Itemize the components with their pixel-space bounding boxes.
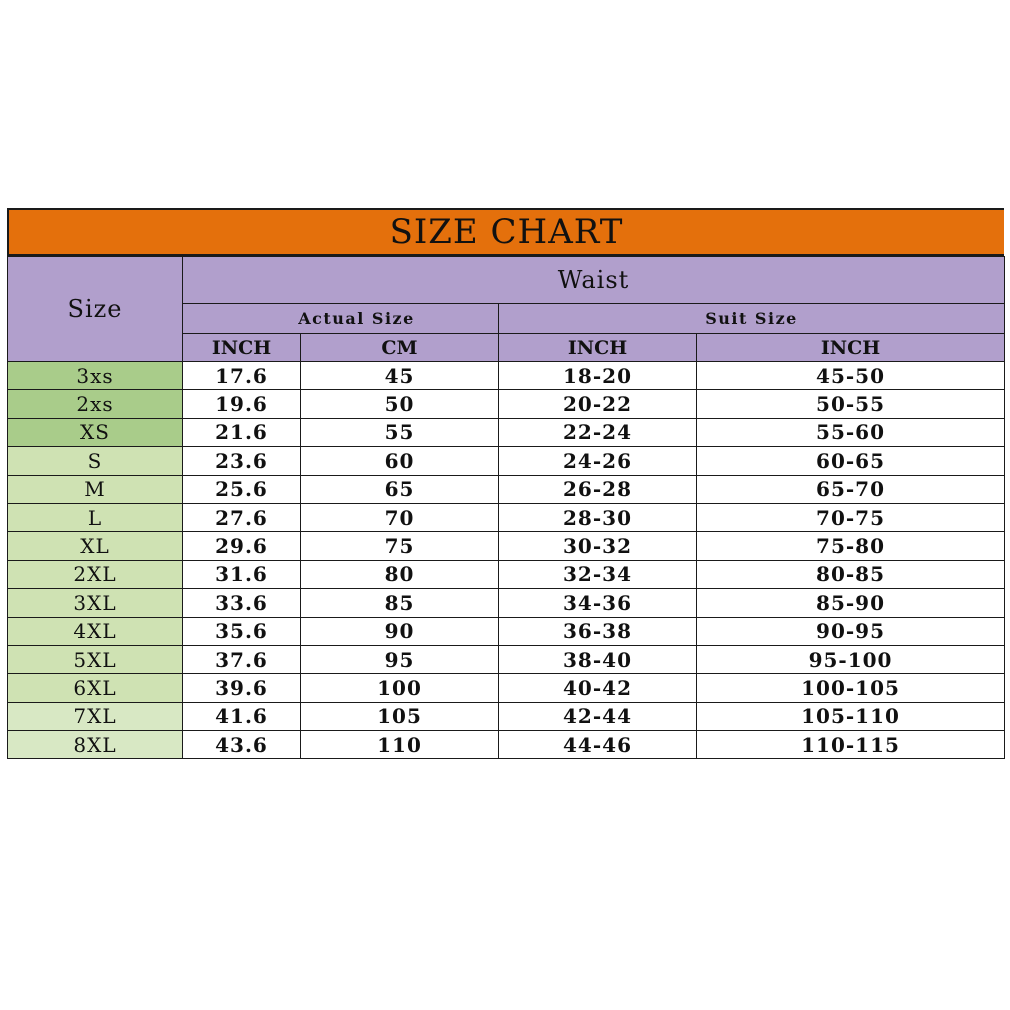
table-row bbox=[8, 447, 1005, 475]
actual-inch-cell: 39.6 bbox=[183, 674, 301, 702]
actual-inch-cell: 35.6 bbox=[183, 617, 301, 645]
size-cell: 4XL bbox=[8, 617, 183, 645]
size-cell: 7XL bbox=[8, 702, 183, 730]
actual-cm-cell: 55 bbox=[301, 418, 499, 446]
table-row bbox=[8, 503, 1005, 531]
size-cell: M bbox=[8, 475, 183, 503]
suit-inch-2-cell: 45-50 bbox=[697, 362, 1005, 390]
table-row bbox=[8, 390, 1005, 418]
table-row bbox=[8, 362, 1005, 390]
actual-cm-cell: 80 bbox=[301, 560, 499, 588]
suit-inch-2-cell: 85-90 bbox=[697, 589, 1005, 617]
actual-inch-cell: 31.6 bbox=[183, 560, 301, 588]
suit-inch-2-cell: 80-85 bbox=[697, 560, 1005, 588]
actual-cm-cell: 110 bbox=[301, 731, 499, 759]
actual-inch-cell: 17.6 bbox=[183, 362, 301, 390]
table-row bbox=[8, 617, 1005, 645]
unit-header-actual-inch: INCH bbox=[183, 334, 301, 362]
table-row bbox=[8, 702, 1005, 730]
size-cell: 3XL bbox=[8, 589, 183, 617]
actual-inch-cell: 23.6 bbox=[183, 447, 301, 475]
actual-inch-cell: 21.6 bbox=[183, 418, 301, 446]
suit-inch-2-cell: 55-60 bbox=[697, 418, 1005, 446]
suit-inch-cell: 18-20 bbox=[499, 362, 697, 390]
actual-cm-cell: 50 bbox=[301, 390, 499, 418]
suit-inch-2-cell: 95-100 bbox=[697, 645, 1005, 673]
suit-inch-cell: 20-22 bbox=[499, 390, 697, 418]
size-cell: S bbox=[8, 447, 183, 475]
size-cell: 5XL bbox=[8, 645, 183, 673]
unit-header-actual-cm: CM bbox=[301, 334, 499, 362]
actual-inch-cell: 19.6 bbox=[183, 390, 301, 418]
size-cell: 2XL bbox=[8, 560, 183, 588]
header-row-group bbox=[8, 257, 1005, 304]
actual-cm-cell: 105 bbox=[301, 702, 499, 730]
size-cell: 2xs bbox=[8, 390, 183, 418]
suit-inch-cell: 24-26 bbox=[499, 447, 697, 475]
size-cell: 8XL bbox=[8, 731, 183, 759]
suit-inch-2-cell: 65-70 bbox=[697, 475, 1005, 503]
suit-inch-cell: 22-24 bbox=[499, 418, 697, 446]
table-row bbox=[8, 731, 1005, 759]
table-row bbox=[8, 475, 1005, 503]
size-table bbox=[7, 256, 1005, 759]
actual-inch-cell: 33.6 bbox=[183, 589, 301, 617]
table-row bbox=[8, 418, 1005, 446]
actual-cm-cell: 95 bbox=[301, 645, 499, 673]
table-row bbox=[8, 645, 1005, 673]
actual-inch-cell: 25.6 bbox=[183, 475, 301, 503]
suit-inch-cell: 28-30 bbox=[499, 503, 697, 531]
table-row bbox=[8, 674, 1005, 702]
size-cell: L bbox=[8, 503, 183, 531]
actual-cm-cell: 90 bbox=[301, 617, 499, 645]
suit-inch-cell: 42-44 bbox=[499, 702, 697, 730]
suit-inch-2-cell: 90-95 bbox=[697, 617, 1005, 645]
size-cell: XS bbox=[8, 418, 183, 446]
suit-inch-2-cell: 105-110 bbox=[697, 702, 1005, 730]
suit-inch-cell: 30-32 bbox=[499, 532, 697, 560]
actual-inch-cell: 27.6 bbox=[183, 503, 301, 531]
size-column-header: Size bbox=[8, 257, 183, 362]
suit-inch-cell: 26-28 bbox=[499, 475, 697, 503]
size-cell: 3xs bbox=[8, 362, 183, 390]
actual-cm-cell: 60 bbox=[301, 447, 499, 475]
suit-inch-cell: 40-42 bbox=[499, 674, 697, 702]
size-cell: 6XL bbox=[8, 674, 183, 702]
suit-inch-2-cell: 100-105 bbox=[697, 674, 1005, 702]
suit-size-header: Suit Size bbox=[499, 304, 1005, 334]
unit-header-suit-inch: INCH bbox=[499, 334, 697, 362]
suit-inch-2-cell: 60-65 bbox=[697, 447, 1005, 475]
actual-cm-cell: 45 bbox=[301, 362, 499, 390]
suit-inch-cell: 36-38 bbox=[499, 617, 697, 645]
suit-inch-cell: 38-40 bbox=[499, 645, 697, 673]
chart-title: SIZE CHART bbox=[7, 208, 1004, 256]
size-chart bbox=[7, 208, 1004, 759]
actual-cm-cell: 70 bbox=[301, 503, 499, 531]
suit-inch-2-cell: 75-80 bbox=[697, 532, 1005, 560]
actual-cm-cell: 75 bbox=[301, 532, 499, 560]
suit-inch-2-cell: 110-115 bbox=[697, 731, 1005, 759]
actual-inch-cell: 29.6 bbox=[183, 532, 301, 560]
actual-cm-cell: 65 bbox=[301, 475, 499, 503]
table-row bbox=[8, 589, 1005, 617]
suit-inch-2-cell: 70-75 bbox=[697, 503, 1005, 531]
actual-cm-cell: 85 bbox=[301, 589, 499, 617]
suit-inch-cell: 44-46 bbox=[499, 731, 697, 759]
unit-header-suit-inch-2: INCH bbox=[697, 334, 1005, 362]
table-row bbox=[8, 532, 1005, 560]
table-row bbox=[8, 560, 1005, 588]
actual-size-header: Actual Size bbox=[183, 304, 499, 334]
suit-inch-2-cell: 50-55 bbox=[697, 390, 1005, 418]
actual-inch-cell: 41.6 bbox=[183, 702, 301, 730]
actual-cm-cell: 100 bbox=[301, 674, 499, 702]
size-cell: XL bbox=[8, 532, 183, 560]
actual-inch-cell: 37.6 bbox=[183, 645, 301, 673]
suit-inch-cell: 32-34 bbox=[499, 560, 697, 588]
suit-inch-cell: 34-36 bbox=[499, 589, 697, 617]
waist-group-header: Waist bbox=[183, 257, 1005, 304]
actual-inch-cell: 43.6 bbox=[183, 731, 301, 759]
